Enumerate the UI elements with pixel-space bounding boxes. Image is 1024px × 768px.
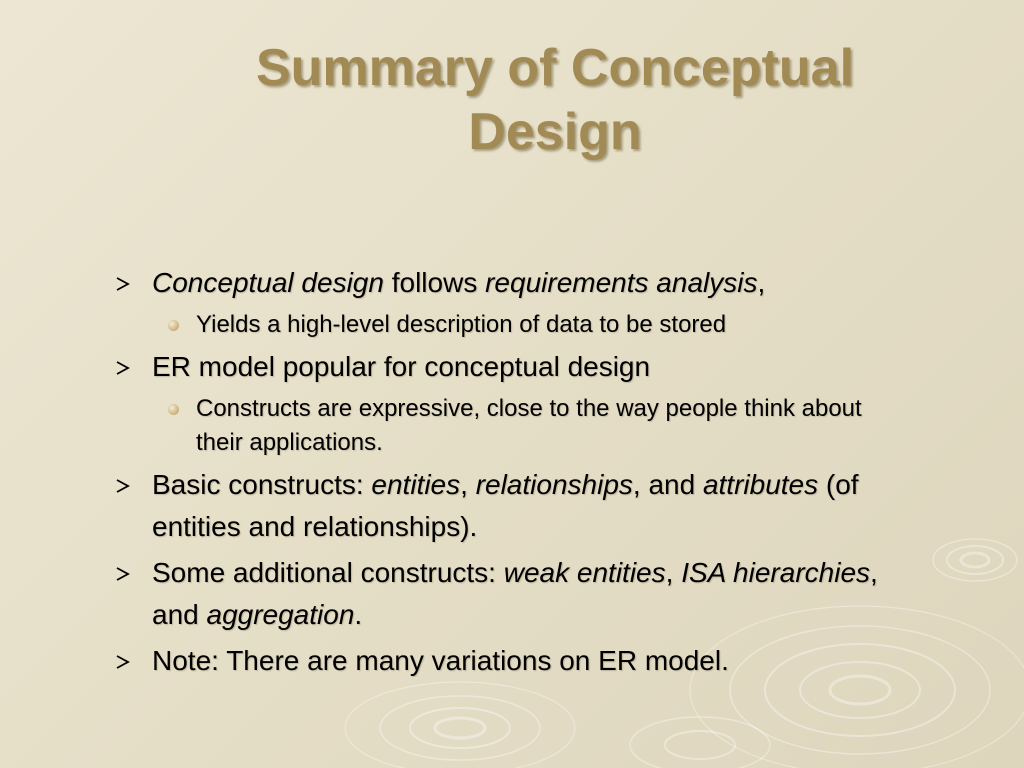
bullet-additional-constructs (112, 552, 902, 636)
bullet-note-variations (112, 640, 902, 682)
bullet-text: , (665, 557, 682, 588)
bullet-text-italic: weak entities (503, 557, 666, 588)
slide-title (0, 36, 1024, 164)
sub-bullet-text: Yields a high-level description of data to be stored (196, 311, 727, 338)
arrow-chevron-icon (114, 654, 132, 670)
bullet-text-italic: entities (371, 469, 461, 500)
bullet-er-model (112, 346, 902, 388)
bullet-text: Basic constructs: (152, 469, 372, 500)
bullet-text-italic: attributes (702, 469, 819, 500)
bullet-text: (of entities and relationships). (152, 469, 859, 542)
bullet-list (112, 262, 902, 686)
slide-title-line-1: Summary of Conceptual (255, 39, 855, 97)
arrow-chevron-icon (114, 276, 132, 292)
bullet-text-italic: relationships (475, 469, 633, 500)
bullet-text-italic: aggregation (206, 599, 355, 630)
bullet-text-italic: requirements analysis (485, 267, 758, 298)
slide-title-line-2: Design (468, 103, 642, 161)
bullet-text: , and (152, 557, 878, 630)
bullet-text: . (354, 599, 363, 630)
sub-bullet-text: Constructs are expressive, close to the way people think about their applications. (196, 395, 862, 456)
arrow-chevron-icon (114, 566, 132, 582)
bullet-text: ER model popular for conceptual design (152, 351, 651, 382)
bullet-text-italic: ISA hierarchies (681, 557, 871, 588)
sub-bullet-high-level-description (112, 308, 902, 342)
arrow-chevron-icon (114, 360, 132, 376)
arrow-chevron-icon (114, 478, 132, 494)
bullet-text: , (460, 469, 476, 500)
bullet-text-italic: Conceptual design (152, 267, 384, 298)
bullet-text: follows (383, 267, 486, 298)
bullet-text: Note: There are many variations on ER model. (152, 645, 729, 676)
round-dot-icon (168, 320, 179, 331)
round-dot-icon (168, 404, 179, 415)
bullet-text: , and (632, 469, 703, 500)
bullet-text: Some additional constructs: (152, 557, 504, 588)
bullet-text: , (757, 267, 766, 298)
bullet-conceptual-design (112, 262, 902, 304)
bullet-basic-constructs (112, 464, 902, 548)
sub-bullet-constructs-expressive (112, 392, 902, 460)
